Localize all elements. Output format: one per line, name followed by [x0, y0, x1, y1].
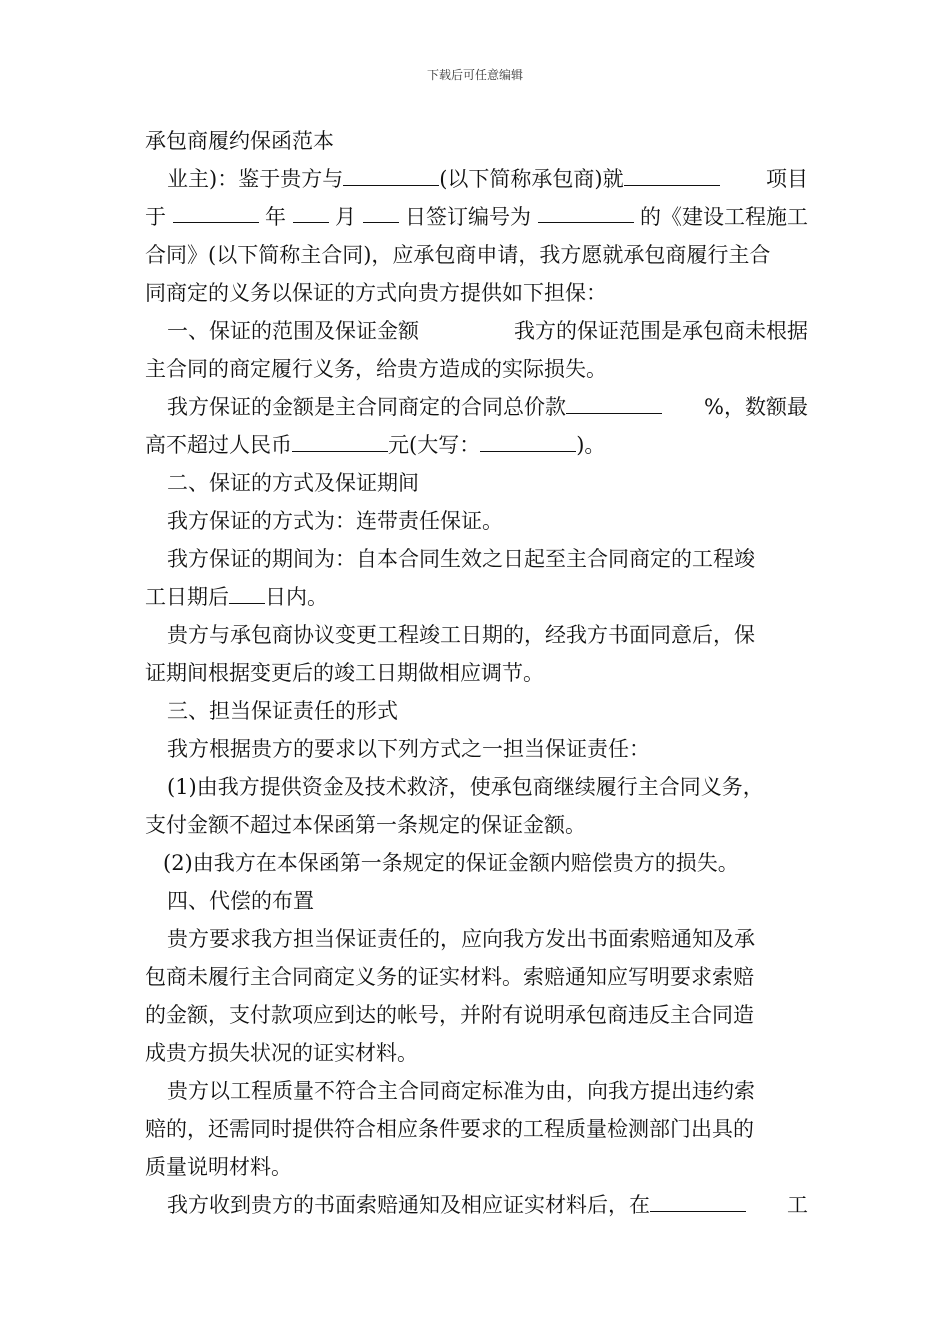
page-header: 下载后可任意编辑 [426, 68, 523, 82]
paragraph-line: 业主)：鉴于贵方与 (以下简称承包商)就 项目 [145, 160, 808, 198]
paragraph-line: 赔的，还需同时提供符合相应条件要求的工程质量检测部门出具的 [145, 1117, 754, 1141]
document-title: 承包商履约保函范本 [145, 129, 334, 153]
paragraph-line: 合同》(以下简称主合同)，应承包商申请，我方愿就承包商履行主合 [145, 243, 771, 267]
paragraph-line: 的金额，支付款项应到达的帐号，并附有说明承包商违反主合同造 [145, 1003, 754, 1027]
paragraph-line: 我方根据贵方的要求以下列方式之一担当保证责任： [167, 737, 650, 761]
fill-blank [343, 161, 439, 186]
fill-blank [566, 389, 662, 414]
fill-blank [363, 198, 399, 223]
paragraph-line: 质量说明材料。 [145, 1155, 292, 1179]
paragraph-line: 主合同的商定履行义务，给贵方造成的实际损失。 [145, 357, 607, 381]
paragraph-line: 包商未履行主合同商定义务的证实材料。索赔通知应写明要求索赔 [145, 965, 754, 989]
fill-blank [480, 427, 576, 452]
paragraph-line: 同商定的义务以保证的方式向贵方提供如下担保： [145, 281, 607, 305]
document-body [145, 122, 808, 1224]
paragraph-line: 我方保证的金额是主合同商定的合同总价款 %，数额最 [145, 388, 808, 426]
paragraph-line: 支付金额不超过本保函第一条规定的保证金额。 [145, 813, 586, 837]
fill-blank [538, 198, 634, 223]
fill-blank [650, 1187, 746, 1212]
paragraph-line: 工日期后 日内。 [145, 578, 808, 616]
fill-blank [173, 198, 259, 223]
fill-blank [624, 161, 720, 186]
paragraph-line: 我方收到贵方的书面索赔通知及相应证实材料后，在 工 [145, 1186, 808, 1224]
paragraph-line: (2)由我方在本保函第一条规定的保证金额内赔偿贵方的损失。 [163, 851, 739, 875]
paragraph-line: 贵方以工程质量不符合主合同商定标准为由，向我方提出违约索 [167, 1079, 755, 1103]
fill-blank [292, 427, 388, 452]
fill-blank [293, 198, 329, 223]
section-heading-4: 四、代偿的布置 [167, 889, 314, 913]
fill-blank [229, 579, 265, 604]
paragraph-line: 贵方要求我方担当保证责任的，应向我方发出书面索赔通知及承 [167, 927, 755, 951]
paragraph-line: 我方保证的方式为：连带责任保证。 [167, 509, 503, 533]
paragraph-line: (1)由我方提供资金及技术救济，使承包商继续履行主合同义务， [167, 775, 764, 799]
section-heading-2: 二、保证的方式及保证期间 [167, 471, 419, 495]
section-heading-3: 三、担当保证责任的形式 [167, 699, 398, 723]
section-heading-1: 一、保证的范围及保证金额 我方的保证范围是承包商未根据 [167, 319, 808, 343]
paragraph-line: 证期间根据变更后的竣工日期做相应调节。 [145, 661, 544, 685]
paragraph-line: 我方保证的期间为：自本合同生效之日起至主合同商定的工程竣 [167, 547, 755, 571]
paragraph-line: 成贵方损失状况的证实材料。 [145, 1041, 418, 1065]
paragraph-line: 于 年 月 日签订编号为 的《建设工程施工 [145, 198, 808, 236]
paragraph-line: 贵方与承包商协议变更工程竣工日期的，经我方书面同意后，保 [167, 623, 755, 647]
paragraph-line: 高不超过人民币 元(大写： )。 [145, 426, 808, 464]
